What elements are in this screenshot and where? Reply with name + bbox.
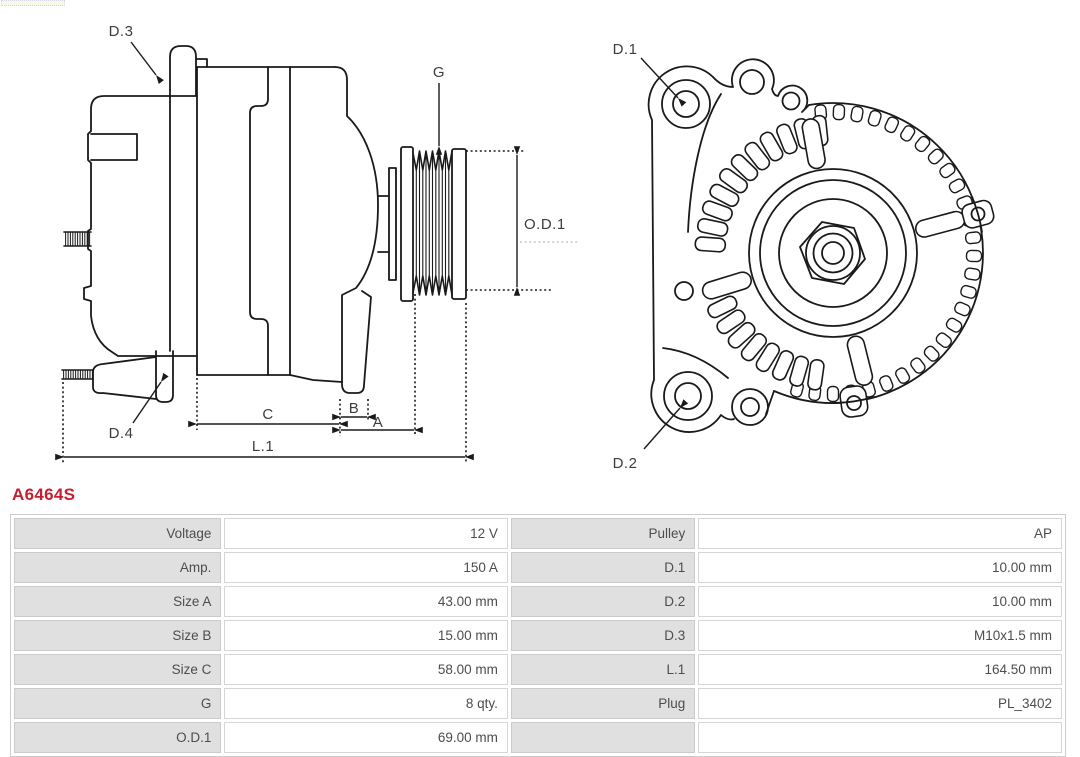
shaft-lines [378,196,389,252]
table-row [14,552,1062,583]
spec-label-cell: Size A [14,586,221,617]
spec-label-cell: D.1 [511,552,695,583]
fan-cover-inner [779,199,887,307]
front-bracket-profile [335,67,378,393]
spec-value-cell: 164.50 mm [698,654,1062,685]
shaft-bore [822,242,844,264]
label-d3: D.3 [108,23,134,40]
table-row [14,654,1062,685]
shaft-spacer [389,168,396,280]
table-row [14,586,1062,617]
spec-value-cell: AP [698,518,1062,549]
lug-boss-bottom [664,372,712,420]
rear-housing-outline [84,96,197,356]
table-row [14,518,1062,549]
spec-label-cell: Voltage [14,518,221,549]
d2-hole [675,383,701,409]
pulley-left-flange [401,147,413,301]
d3-mounting-ear [170,46,196,97]
tab-boss-bottom [732,389,768,425]
regulator-detail [91,134,137,160]
d3-ear-tab [196,59,207,67]
side-view-drawing [62,46,466,402]
fan-cover-outer [749,169,917,337]
lug-boss-top [662,80,710,128]
table-row [14,688,1062,719]
ear-hole-2 [783,93,800,110]
spec-label-cell: Amp. [14,552,221,583]
spec-value-cell: 12 V [224,518,508,549]
spec-value-cell: 58.00 mm [224,654,508,685]
spec-value-cell: M10x1.5 mm [698,620,1062,651]
label-d4: D.4 [108,425,134,442]
spec-value-cell: 43.00 mm [224,586,508,617]
spec-label-cell: Plug [511,688,695,719]
fan-cover-mid [760,180,906,326]
label-d2: D.2 [612,455,638,472]
spec-value-cell: 69.00 mm [224,722,508,753]
spec-label-cell [511,722,695,753]
label-b: B [348,400,360,417]
spec-label-cell: Size B [14,620,221,651]
spec-value-cell: 10.00 mm [698,586,1062,617]
leader-d3 [131,42,156,75]
spec-label-cell: D.2 [511,586,695,617]
table-row [14,620,1062,651]
pulley-grooves [413,151,452,295]
label-g: G [432,64,446,81]
front-view-drawing [649,59,996,432]
d4-mounting-plate [156,351,173,402]
spec-label-cell: L.1 [511,654,695,685]
nut-circle-2 [814,234,853,273]
spec-label-cell: G [14,688,221,719]
spec-label-cell: Pulley [511,518,695,549]
pulley-right-flange [452,149,466,299]
bottom-tab-hole [741,398,759,416]
spec-label-cell: Size C [14,654,221,685]
mid-bracket-hole [675,282,693,300]
spec-value-cell [698,722,1062,753]
spec-label-cell: D.3 [511,620,695,651]
label-c: C [262,406,274,423]
label-l1: L.1 [251,438,275,455]
label-od1: O.D.1 [524,216,566,233]
label-a: A [372,414,384,431]
ear-hole-1 [740,70,764,94]
d4-mounting-lug [93,357,156,399]
label-d1: D.1 [612,41,638,58]
spec-label-cell: O.D.1 [14,722,221,753]
spec-value-cell: 10.00 mm [698,552,1062,583]
threaded-studs [62,232,93,379]
spec-value-cell: 15.00 mm [224,620,508,651]
body-bottom-edge [197,375,342,382]
part-number: A6464S [12,485,76,504]
spec-table [10,514,1066,757]
spec-value-cell: 150 A [224,552,508,583]
leader-d4 [133,382,161,423]
leader-d1 [641,58,678,98]
shaft-nut-hex [800,222,865,284]
dimension-lines [63,42,680,464]
body-step [250,67,268,375]
d1-hole [673,91,699,117]
dimension-labels [109,23,638,472]
spec-value-cell: 8 qty. [224,688,508,719]
spec-value-cell: PL_3402 [698,688,1062,719]
table-row [14,722,1062,753]
